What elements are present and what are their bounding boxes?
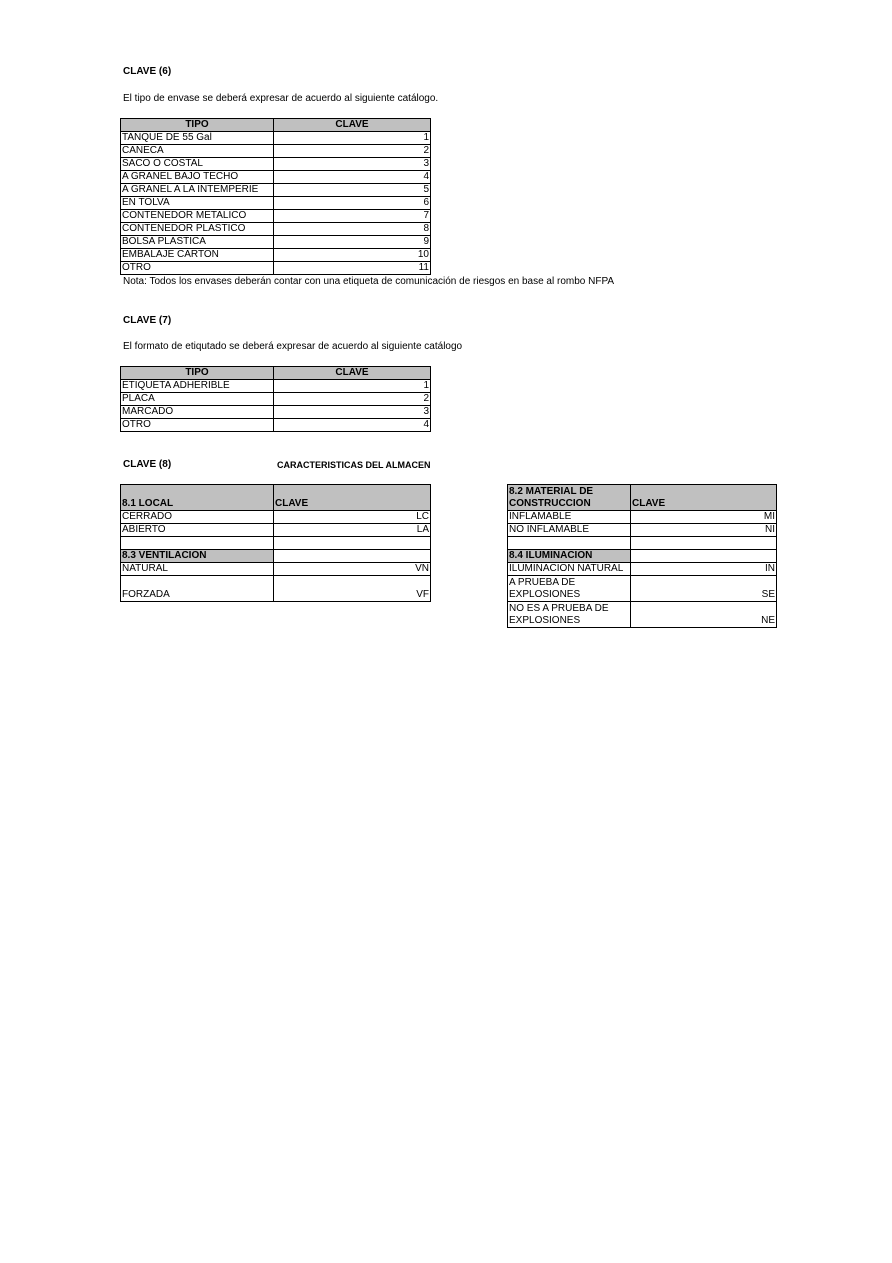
clave6-table [120,118,431,275]
cell-label: CERRADO [121,511,274,524]
clave6-intro: El tipo de envase se deberá expresar de acuerdo al siguiente catálogo. [123,93,439,104]
cell-empty [631,537,777,550]
local-ventilacion-table [120,484,431,602]
cell-clave: LA [274,524,431,537]
clave7-heading: CLAVE (7) [123,315,172,326]
cell-clave: NI [631,524,777,537]
cell-tipo: EMBALAJE CARTON [121,249,274,262]
table-row [121,419,431,432]
cell-label: FORZADA [121,576,274,602]
header-tipo: TIPO [121,367,274,380]
table-header-row [121,367,431,380]
cell-clave: 3 [274,158,431,171]
table-row [121,132,431,145]
cell-empty [508,537,631,550]
cell-tipo: BOLSA PLASTICA [121,236,274,249]
table-row [121,393,431,406]
table-row [121,563,431,576]
table-header-row [121,485,431,511]
cell-clave: 11 [274,262,431,275]
cell-label: NO ES A PRUEBA DE EXPLOSIONES [508,602,631,628]
cell-clave: SE [631,576,777,602]
table-row [508,524,777,537]
cell-label: INFLAMABLE [508,511,631,524]
cell-clave: 6 [274,197,431,210]
table-row [121,537,431,550]
header-clave: CLAVE [274,119,431,132]
cell-clave: 8 [274,223,431,236]
clave6-note: Nota: Todos los envases deberán contar con una etiqueta de comunicación de riesgos en base al rombo NFPA [123,276,615,287]
table-row [121,223,431,236]
clave7-table [120,366,431,432]
header-local: 8.1 LOCAL [121,485,274,511]
clave8-heading: CLAVE (8) [123,459,172,470]
table-header-row [121,550,431,563]
cell-label: NATURAL [121,563,274,576]
table-header-row [508,550,777,563]
cell-label: NO INFLAMABLE [508,524,631,537]
cell-clave: VF [274,576,431,602]
cell-clave: MI [631,511,777,524]
table-row [121,511,431,524]
cell-tipo: OTRO [121,419,274,432]
clave7-intro: El formato de etiqutado se deberá expresar de acuerdo al siguiente catálogo [123,341,463,352]
table-row [121,210,431,223]
header-tipo: TIPO [121,119,274,132]
table-row [121,576,431,602]
clave6-heading: CLAVE (6) [123,66,172,77]
table-row [121,380,431,393]
cell-tipo: EN TOLVA [121,197,274,210]
cell-clave: 9 [274,236,431,249]
table-row [508,511,777,524]
cell-label: A PRUEBA DE EXPLOSIONES [508,576,631,602]
cell-tipo: TANQUE DE 55 Gal [121,132,274,145]
cell-clave: 1 [274,380,431,393]
cell-empty [121,537,274,550]
table-row [508,602,777,628]
cell-clave: 2 [274,393,431,406]
cell-tipo: OTRO [121,262,274,275]
header-material: 8.2 MATERIAL DE CONSTRUCCION [508,485,631,511]
cell-clave: 10 [274,249,431,262]
table-header-row [121,119,431,132]
cell-label: ILUMINACION NATURAL [508,563,631,576]
table-row [121,406,431,419]
cell-tipo: A GRANEL A LA INTEMPERIE [121,184,274,197]
clave8-subtitle: CARACTERISTICAS DEL ALMACEN [277,460,431,470]
cell-clave: NE [631,602,777,628]
table-row [121,262,431,275]
cell-label: ABIERTO [121,524,274,537]
table-row [121,158,431,171]
cell-empty [631,550,777,563]
header-iluminacion: 8.4 ILUMINACION [508,550,631,563]
cell-tipo: MARCADO [121,406,274,419]
cell-tipo: CANECA [121,145,274,158]
table-row [121,524,431,537]
cell-tipo: PLACA [121,393,274,406]
cell-tipo: CONTENEDOR PLASTICO [121,223,274,236]
table-header-row [508,485,777,511]
cell-clave: 2 [274,145,431,158]
table-row [508,563,777,576]
cell-empty [274,550,431,563]
table-row [121,197,431,210]
material-iluminacion-table [507,484,777,628]
cell-clave: 3 [274,406,431,419]
cell-clave: IN [631,563,777,576]
cell-clave: 4 [274,419,431,432]
cell-clave: 4 [274,171,431,184]
cell-tipo: CONTENEDOR METALICO [121,210,274,223]
table-row [121,249,431,262]
cell-tipo: SACO O COSTAL [121,158,274,171]
cell-clave: 1 [274,132,431,145]
header-clave: CLAVE [631,485,777,511]
cell-tipo: ETIQUETA ADHERIBLE [121,380,274,393]
cell-tipo: A GRANEL BAJO TECHO [121,171,274,184]
cell-clave: 5 [274,184,431,197]
header-clave: CLAVE [274,485,431,511]
header-ventilacion: 8.3 VENTILACION [121,550,274,563]
table-row [121,145,431,158]
cell-clave: 7 [274,210,431,223]
table-row [121,184,431,197]
cell-empty [274,537,431,550]
table-row [508,576,777,602]
cell-clave: LC [274,511,431,524]
cell-clave: VN [274,563,431,576]
table-row [508,537,777,550]
header-clave: CLAVE [274,367,431,380]
table-row [121,171,431,184]
table-row [121,236,431,249]
